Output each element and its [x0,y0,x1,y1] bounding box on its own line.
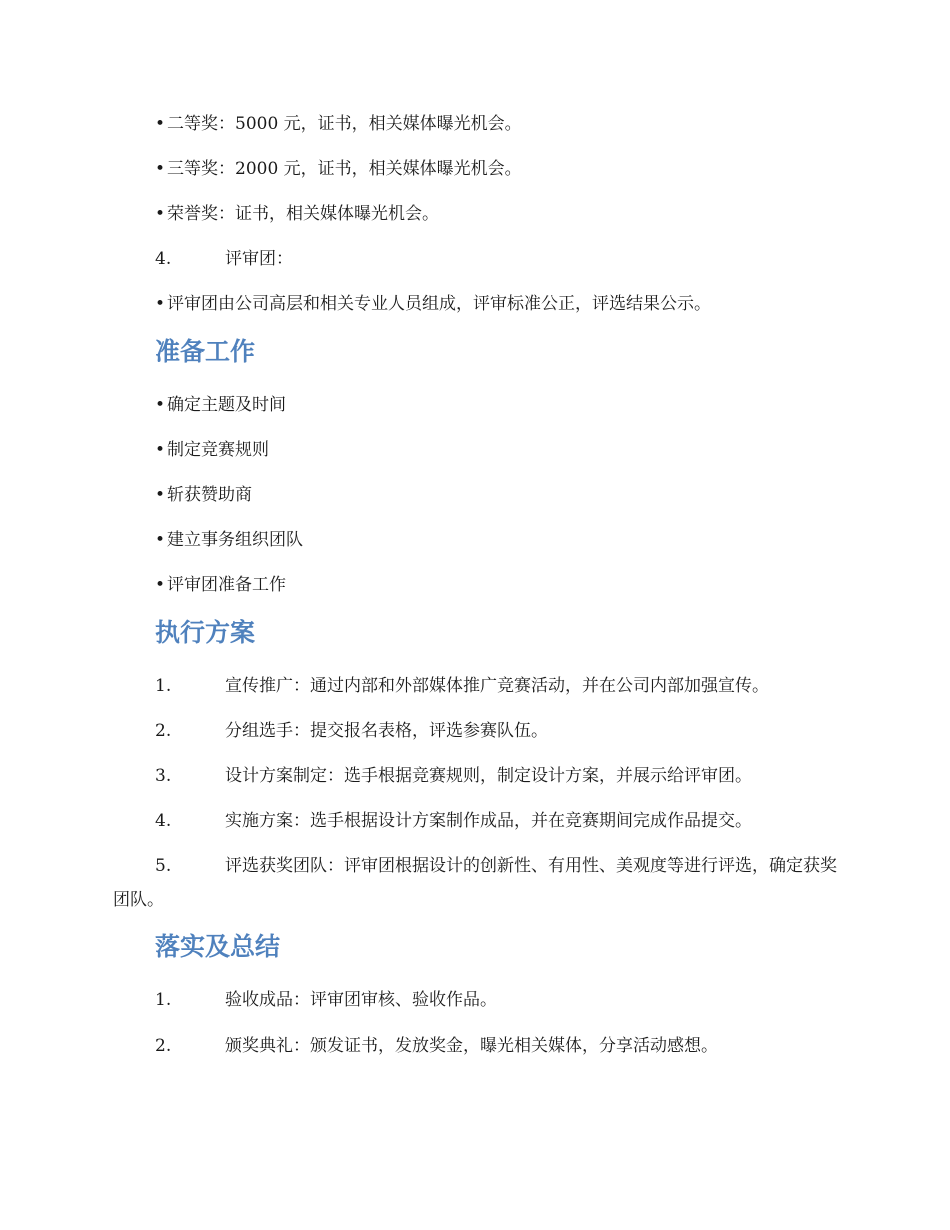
bullet: • [155,440,166,460]
list-item-text: 制定竞赛规则 [167,440,269,460]
item-number: 2. [155,1036,172,1056]
list-item-text: 二等奖：5000 元，证书，相关媒体曝光机会。 [167,114,522,134]
item-number: 1. [155,676,172,696]
list-item [155,157,522,181]
list-item-text: 三等奖：2000 元，证书，相关媒体曝光机会。 [167,159,522,179]
list-item [155,483,252,507]
list-item-text: 建立事务组织团队 [167,530,303,550]
list-item [155,202,439,226]
item-text: 评审团： [225,249,293,269]
numbered-item [155,764,752,788]
item-text: 设计方案制定：选手根据竞赛规则，制定设计方案，并展示给评审团。 [225,766,752,786]
bullet: • [155,530,166,550]
item-number: 2. [155,721,172,741]
numbered-item [155,247,293,271]
item-number: 3. [155,766,172,786]
list-item [155,528,303,552]
item-text: 颁奖典礼：颁发证书，发放奖金，曝光相关媒体，分享活动感想。 [225,1036,718,1056]
bullet: • [155,159,166,179]
bullet: • [155,294,166,314]
bullet: • [155,395,166,415]
numbered-item [155,1034,718,1058]
list-item [155,573,286,597]
list-item [155,438,269,462]
section-heading-exec: 执行方案 [155,618,256,647]
item-text: 评选获奖团队：评审团根据设计的创新性、有用性、美观度等进行评选，确定获奖团队。 [113,856,837,910]
list-item-text: 评审团准备工作 [167,575,286,595]
bullet: • [155,114,166,134]
list-item-text: 确定主题及时间 [167,395,286,415]
list-item-text: 斩获赞助商 [167,485,252,505]
item-number: 4. [155,249,172,269]
item-text: 宣传推广：通过内部和外部媒体推广竞赛活动，并在公司内部加强宣传。 [225,676,769,696]
item-number: 1. [155,990,172,1010]
section-heading-prep: 准备工作 [155,337,256,366]
numbered-item [155,809,752,833]
list-item [155,393,286,417]
bullet: • [155,575,166,595]
item-number: 5. [155,856,172,876]
numbered-item [155,719,548,743]
bullet: • [155,204,166,224]
section-heading-summary: 落实及总结 [155,932,281,961]
list-item-text: 评审团由公司高层和相关专业人员组成，评审标准公正，评选结果公示。 [167,294,711,314]
item-text: 验收成品：评审团审核、验收作品。 [225,990,497,1010]
bullet: • [155,485,166,505]
list-item [155,112,522,136]
numbered-item [155,988,497,1012]
list-item-text: 荣誉奖：证书，相关媒体曝光机会。 [167,204,439,224]
item-number: 4. [155,811,172,831]
numbered-item [155,674,769,698]
numbered-item [113,849,843,917]
item-text: 分组选手：提交报名表格，评选参赛队伍。 [225,721,548,741]
item-text: 实施方案：选手根据设计方案制作成品，并在竞赛期间完成作品提交。 [225,811,752,831]
list-item [155,292,711,316]
